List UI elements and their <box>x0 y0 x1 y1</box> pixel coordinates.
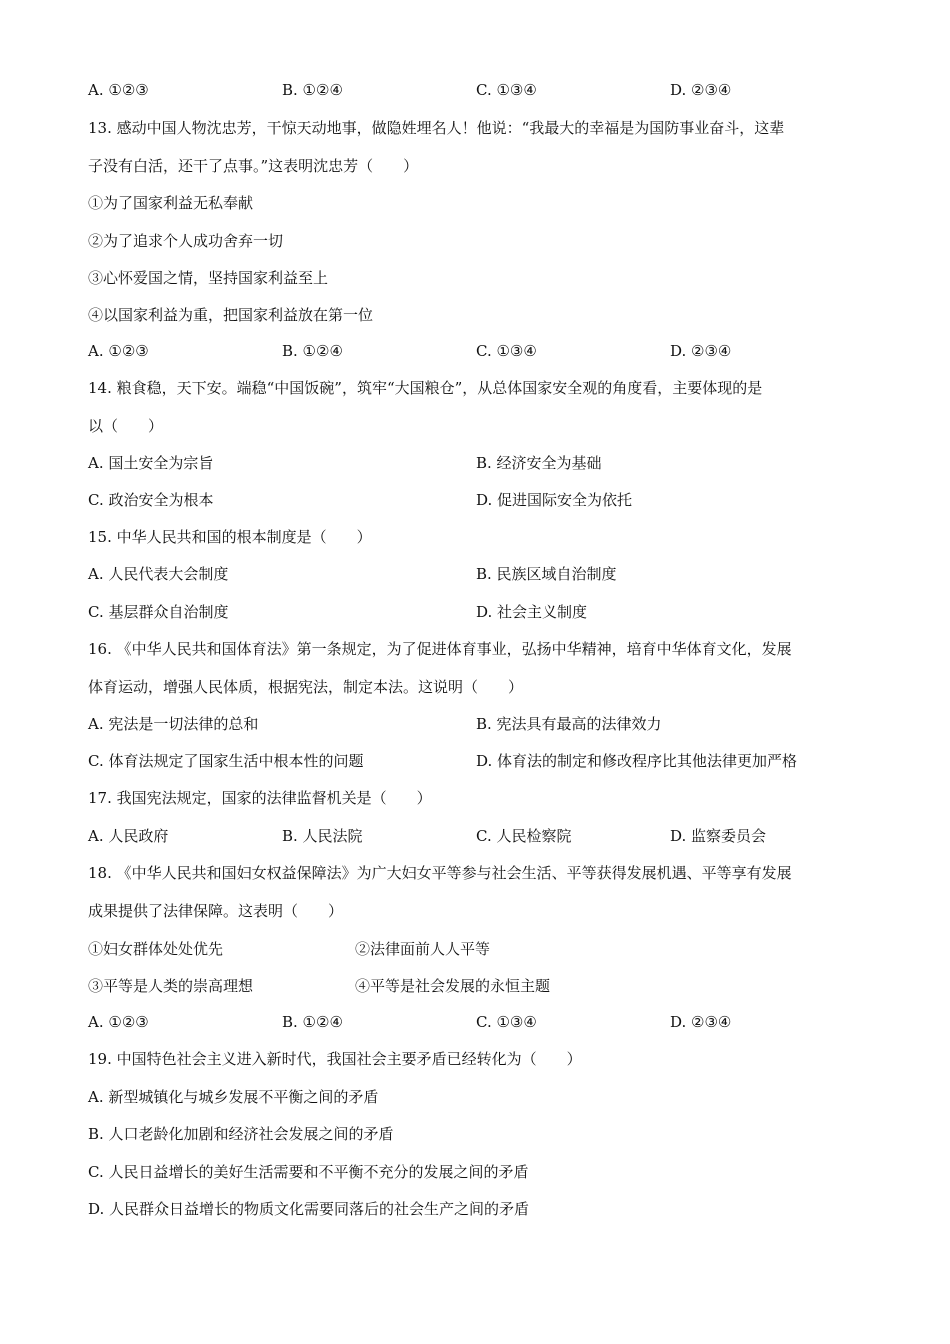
q18-statement-2: ②法律面前人人平等 <box>355 940 491 958</box>
q15-stem-line1: 15. 中华人民共和国的根本制度是（ ） <box>88 528 372 546</box>
q14-stem-line2: 以（ ） <box>88 417 164 435</box>
q15-option-b: B. 民族区域自治制度 <box>476 565 617 583</box>
q13-option-a: A. ①②③ <box>88 342 149 360</box>
q17-option-c: C. 人民检察院 <box>476 827 572 845</box>
q13-statement-1: ①为了国家利益无私奉献 <box>88 194 254 212</box>
q13-statement-4: ④以国家利益为重，把国家利益放在第一位 <box>88 306 374 324</box>
q17-option-b: B. 人民法院 <box>282 827 363 845</box>
q14-option-a: A. 国土安全为宗旨 <box>88 454 214 472</box>
q13-option-d: D. ②③④ <box>670 342 732 360</box>
q16-stem-line1: 16. 《中华人民共和国体育法》第一条规定，为了促进体育事业，弘扬中华精神，培育中华体育文化，发展 <box>88 640 792 658</box>
q16-option-b: B. 宪法具有最高的法律效力 <box>476 715 662 733</box>
q14-option-b: B. 经济安全为基础 <box>476 454 602 472</box>
q19-option-a: A. 新型城镇化与城乡发展不平衡之间的矛盾 <box>88 1088 379 1106</box>
q17-option-a: A. 人民政府 <box>88 827 169 845</box>
q13-option-c: C. ①③④ <box>476 342 537 360</box>
q16-stem-line2: 体育运动，增强人民体质，根据宪法，制定本法。这说明（ ） <box>88 678 524 696</box>
q18-stem-line1: 18. 《中华人民共和国妇女权益保障法》为广大妇女平等参与社会生活、平等获得发展机遇、平等享有发展 <box>88 864 792 882</box>
q12-option-d: D. ②③④ <box>670 81 732 99</box>
q12-option-b: B. ①②④ <box>282 81 343 99</box>
q15-option-c: C. 基层群众自治制度 <box>88 603 229 621</box>
q18-option-d: D. ②③④ <box>670 1013 732 1031</box>
q18-statement-3: ③平等是人类的崇高理想 <box>88 977 254 995</box>
q18-statement-4: ④平等是社会发展的永恒主题 <box>355 977 551 995</box>
q19-option-d: D. 人民群众日益增长的物质文化需要同落后的社会生产之间的矛盾 <box>88 1200 530 1218</box>
q18-option-a: A. ①②③ <box>88 1013 149 1031</box>
q15-option-d: D. 社会主义制度 <box>476 603 588 621</box>
q13-statement-2: ②为了追求个人成功舍弃一切 <box>88 232 284 250</box>
q19-option-b: B. 人口老龄化加剧和经济社会发展之间的矛盾 <box>88 1125 394 1143</box>
q18-statement-1: ①妇女群体处处优先 <box>88 940 224 958</box>
q13-statement-3: ③心怀爱国之情，坚持国家利益至上 <box>88 269 329 287</box>
q18-option-c: C. ①③④ <box>476 1013 537 1031</box>
q17-stem-line1: 17. 我国宪法规定，国家的法律监督机关是（ ） <box>88 789 432 807</box>
q14-stem-line1: 14. 粮食稳，天下安。端稳“中国饭碗”，筑牢“大国粮仓”，从总体国家安全观的角度看，主要体现的是 <box>88 379 763 397</box>
q17-option-d: D. 监察委员会 <box>670 827 767 845</box>
q16-option-c: C. 体育法规定了国家生活中根本性的问题 <box>88 752 364 770</box>
q13-stem-line2: 子没有白活，还干了点事。”这表明沈忠芳（ ） <box>88 157 419 175</box>
q14-option-c: C. 政治安全为根本 <box>88 491 214 509</box>
q19-option-c: C. 人民日益增长的美好生活需要和不平衡不充分的发展之间的矛盾 <box>88 1163 529 1181</box>
q12-option-a: A. ①②③ <box>88 81 149 99</box>
q16-option-d: D. 体育法的制定和修改程序比其他法律更加严格 <box>476 752 798 770</box>
q13-option-b: B. ①②④ <box>282 342 343 360</box>
q12-option-c: C. ①③④ <box>476 81 537 99</box>
q13-stem-line1: 13. 感动中国人物沈忠芳，干惊天动地事，做隐姓埋名人！他说：“我最大的幸福是为国防事业奋斗，这辈 <box>88 119 785 137</box>
q19-stem-line1: 19. 中国特色社会主义进入新时代，我国社会主要矛盾已经转化为（ ） <box>88 1050 582 1068</box>
q15-option-a: A. 人民代表大会制度 <box>88 565 229 583</box>
q14-option-d: D. 促进国际安全为依托 <box>476 491 633 509</box>
q18-stem-line2: 成果提供了法律保障。这表明（ ） <box>88 902 344 920</box>
q16-option-a: A. 宪法是一切法律的总和 <box>88 715 259 733</box>
q18-option-b: B. ①②④ <box>282 1013 343 1031</box>
